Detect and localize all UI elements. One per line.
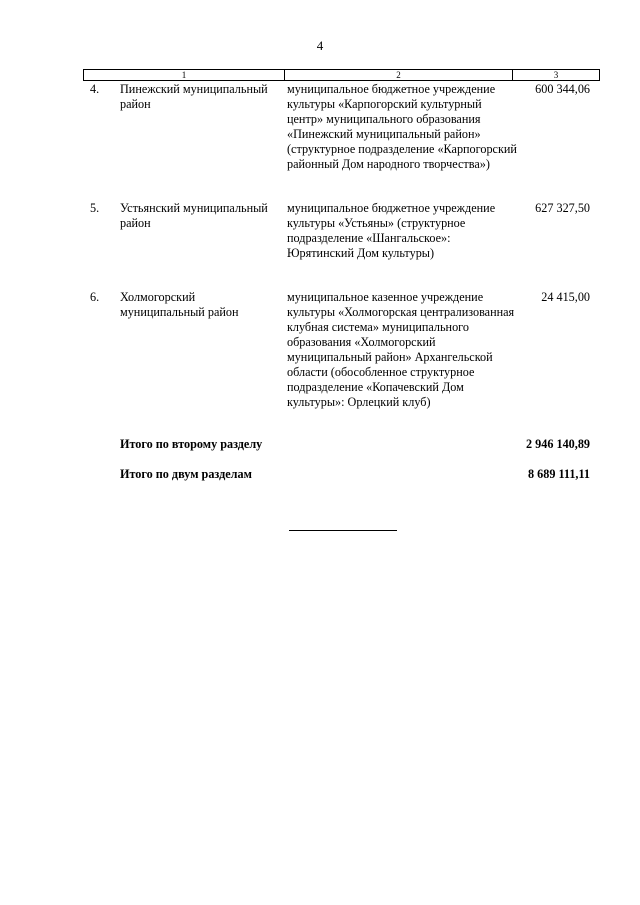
end-separator-line xyxy=(289,530,397,531)
amount: 600 344,06 xyxy=(535,82,590,96)
row-number: 4. xyxy=(90,82,100,96)
region-name: Холмогорский муниципальный район xyxy=(120,290,239,319)
total-value: 8 689 111,11 xyxy=(528,467,590,481)
organization-name: муниципальное казенное учреждение культуры «Холмогорская централизованная клубная система» муниципального образования «Холмогорский муниципальный район» Архангельской области (обособленное структурное подразделение «Копачевский Дом культуры»: Орлецкий клуб) xyxy=(287,290,515,409)
amount: 627 327,50 xyxy=(535,201,590,215)
organization-name: муниципальное бюджетное учреждение культуры «Карпогорский культурный центр» муниципального образования «Пинежский муниципальный район» (структурное подразделение «Карпогорский районный Дом народного творчества») xyxy=(287,82,517,171)
total-value: 2 946 140,89 xyxy=(526,437,590,451)
amount: 24 415,00 xyxy=(541,290,590,304)
column-header-3: 3 xyxy=(553,70,559,80)
page-number: 4 xyxy=(316,38,324,53)
row-number: 5. xyxy=(90,201,100,215)
row-number: 6. xyxy=(90,290,100,304)
region-name: Пинежский муниципальный район xyxy=(120,82,268,111)
region-name: Устьянский муниципальный район xyxy=(120,201,268,230)
column-header-2: 2 xyxy=(285,70,513,80)
column-header-1: 1 xyxy=(84,70,285,80)
total-label: Итого по второму разделу xyxy=(120,437,263,451)
organization-name: муниципальное бюджетное учреждение культуры «Устьяны» (структурное подразделение «Шангальское»: Юрятинский Дом культуры) xyxy=(287,201,496,260)
total-label: Итого по двум разделам xyxy=(120,467,252,481)
table-header xyxy=(83,69,600,81)
